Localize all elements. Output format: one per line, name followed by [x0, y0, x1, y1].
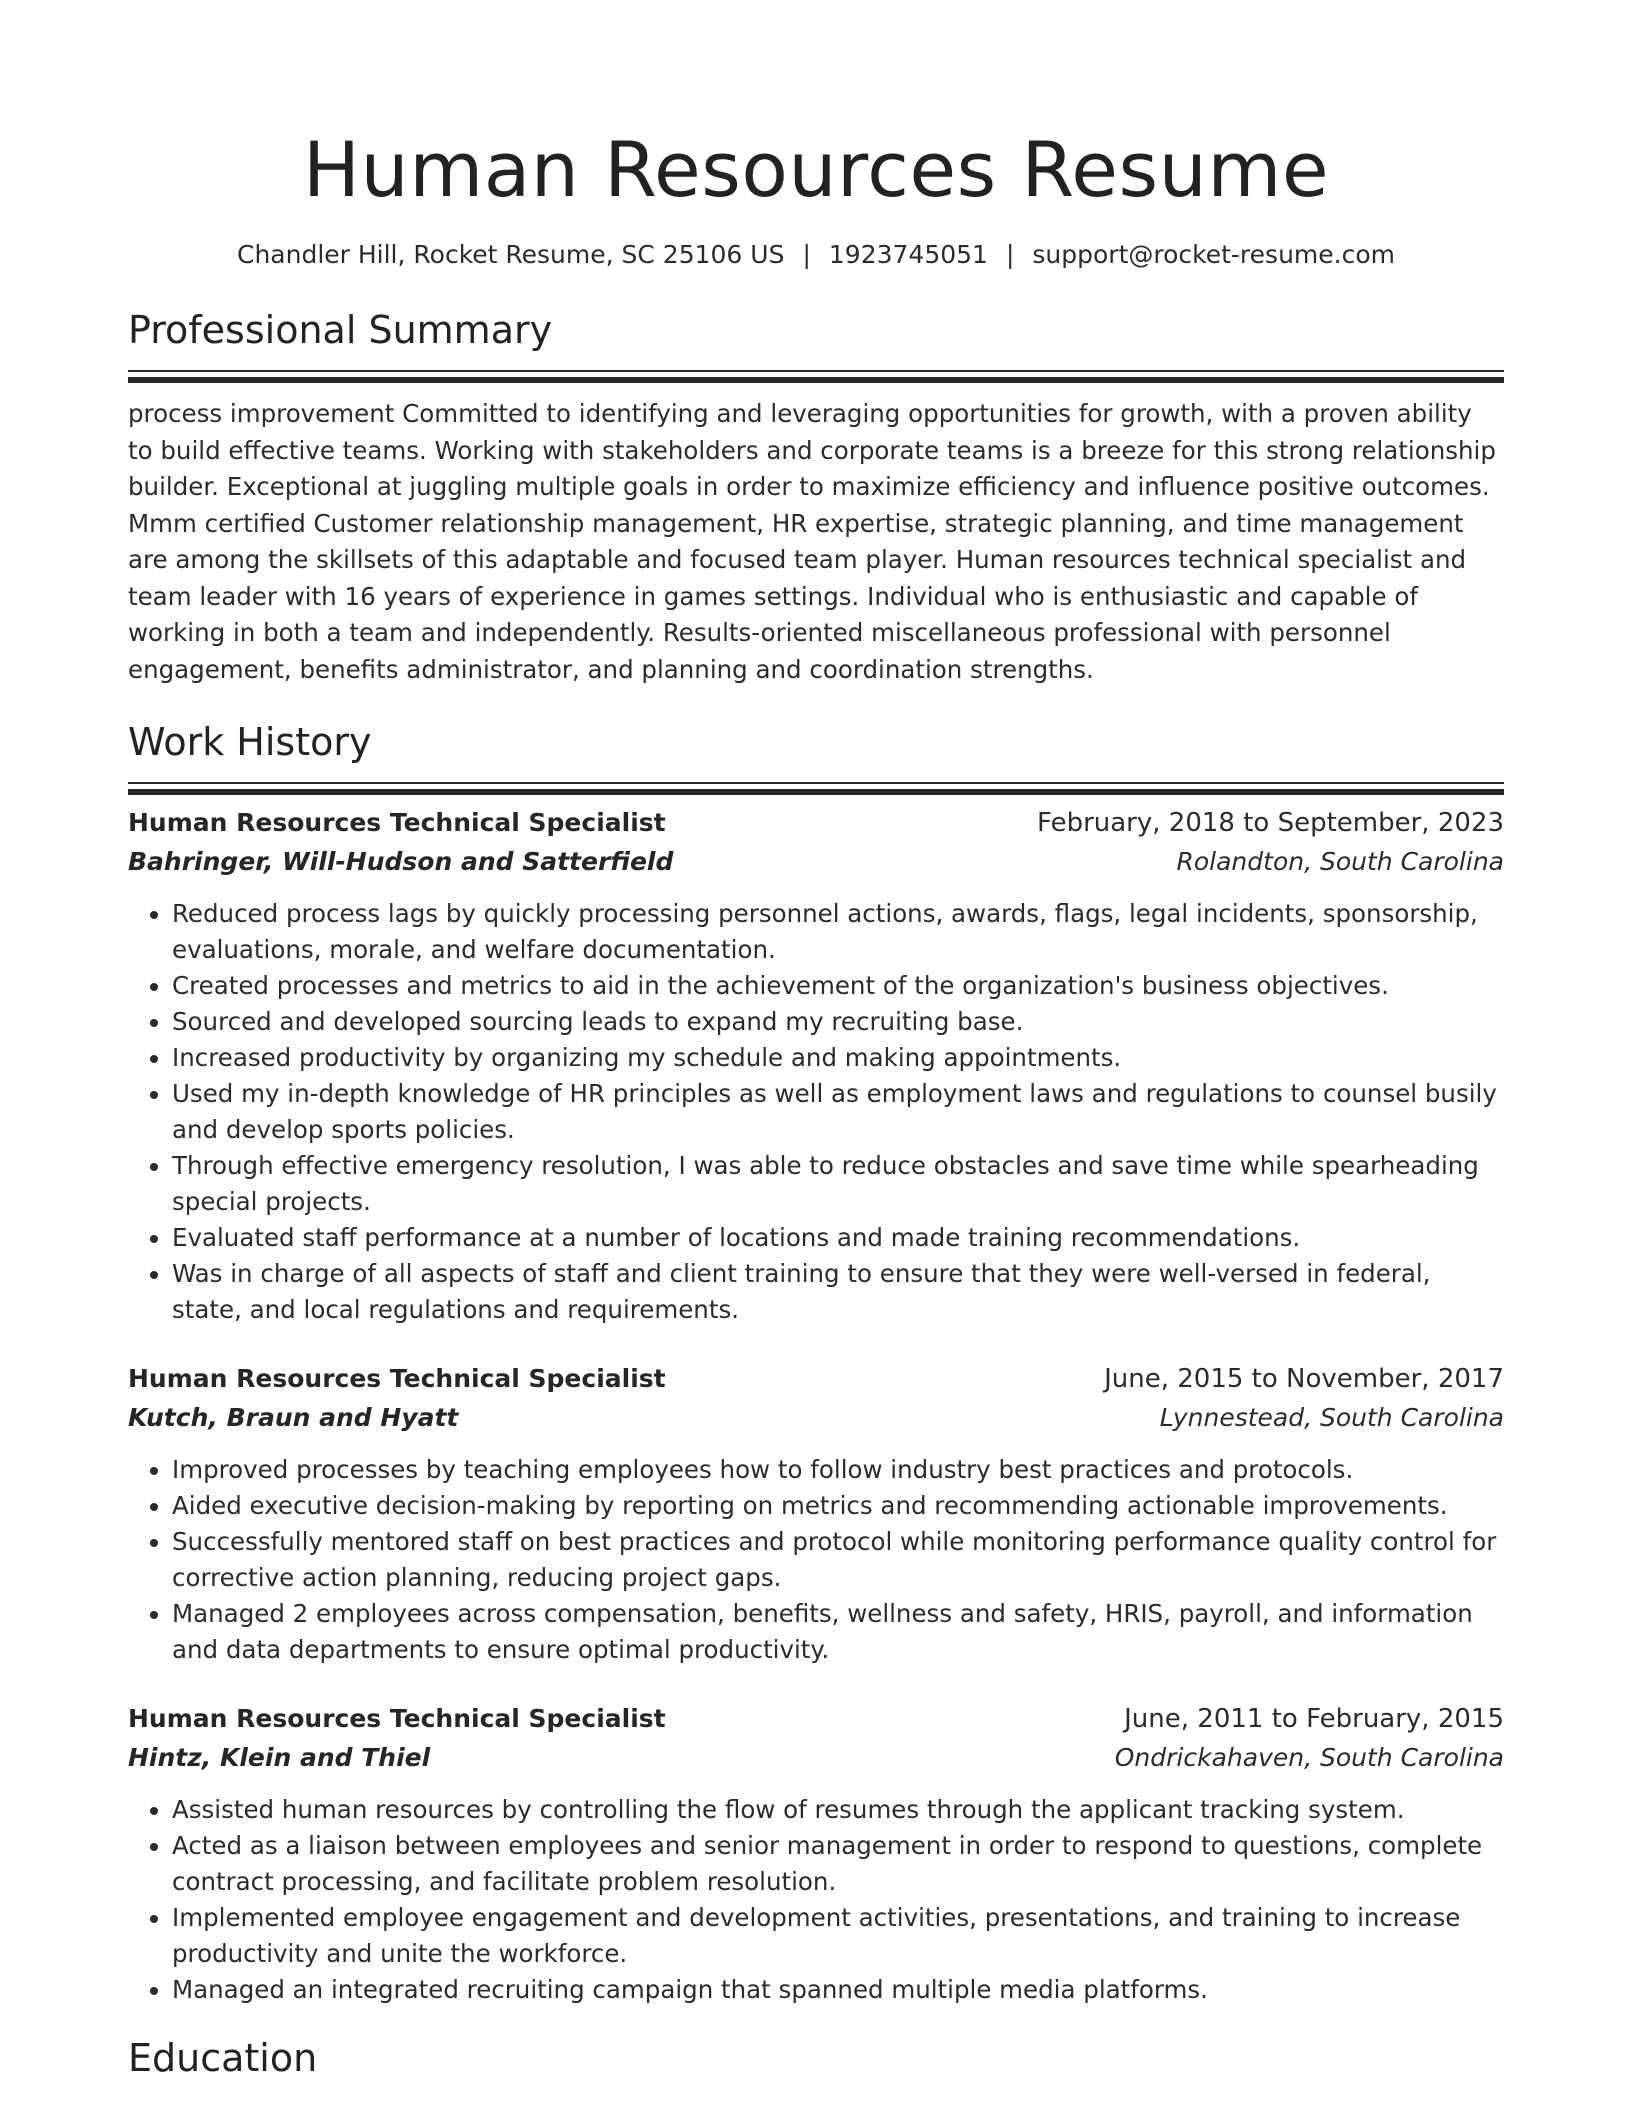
job-bullet: • Aided executive decision-making by reporting on metrics and recommending actionable improvements. [172, 1488, 1504, 1524]
job-company: Bahringer, Will-Hudson and Satterfield [128, 847, 674, 876]
summary-section [128, 306, 1504, 688]
job-title: Human Resources Technical Specialist [128, 1704, 666, 1733]
section-title-work-history: Work History [128, 720, 372, 764]
job-company-row [128, 1738, 1504, 1778]
contact-separator: | [1005, 240, 1015, 269]
job-bullet: • Reduced process lags by quickly processing personnel actions, awards, flags, legal incidents, sponsorship, evaluations, morale, and welfare documentation. [172, 896, 1504, 968]
job-dates: February, 2018 to September, 2023 [1037, 808, 1504, 838]
job-bullet: • Implemented employee engagement and development activities, presentations, and training to increase productivity and unite the workforce. [172, 1900, 1504, 1972]
job-dates: June, 2011 to February, 2015 [1124, 1704, 1504, 1734]
contact-email: support@rocket-resume.com [1032, 240, 1395, 269]
job-dates: June, 2015 to November, 2017 [1104, 1364, 1504, 1394]
section-title-summary: Professional Summary [128, 308, 553, 352]
section-divider [128, 782, 1504, 794]
job-company-row [128, 842, 1504, 882]
job-bullet: • Managed 2 employees across compensation, benefits, wellness and safety, HRIS, payroll, and information and data departments to ensure optimal productivity. [172, 1596, 1504, 1668]
job-bullet: • Sourced and developed sourcing leads to expand my recruiting base. [172, 1004, 1504, 1040]
resume-page [128, 0, 1504, 2082]
job-bullet: • Created processes and metrics to aid in the achievement of the organization's business objectives. [172, 968, 1504, 1004]
job-header-row [128, 1360, 1504, 1398]
job-entry [128, 1700, 1504, 2008]
job-bullet: • Through effective emergency resolution, I was able to reduce obstacles and save time while spearheading special projects. [172, 1148, 1504, 1220]
job-bullet: • Increased productivity by organizing my schedule and making appointments. [172, 1040, 1504, 1076]
job-bullet: • Was in charge of all aspects of staff and client training to ensure that they were well-versed in federal, state, and local regulations and requirements. [172, 1256, 1504, 1328]
contact-address: Chandler Hill, Rocket Resume, SC 25106 US [236, 240, 785, 269]
contact-separator: | [802, 240, 811, 269]
job-bullet-list [128, 1452, 1504, 1668]
job-bullet: • Evaluated staff performance at a number of locations and made training recommendations. [172, 1220, 1504, 1256]
job-header-row [128, 1700, 1504, 1738]
job-header-row [128, 804, 1504, 842]
work-history-section [128, 718, 1504, 2008]
section-title-education: Education [128, 2036, 318, 2080]
job-bullet-list [128, 1792, 1504, 2008]
job-bullet: • Acted as a liaison between employees and senior management in order to respond to questions, complete contract processing, and facilitate problem resolution. [172, 1828, 1504, 1900]
job-bullet: • Assisted human resources by controlling the flow of resumes through the applicant tracking system. [172, 1792, 1504, 1828]
job-bullet: • Successfully mentored staff on best practices and protocol while monitoring performance quality control for corrective action planning, reducing project gaps. [172, 1524, 1504, 1596]
contact-line [128, 238, 1504, 272]
job-bullet-list [128, 896, 1504, 1328]
job-bullet: • Improved processes by teaching employees how to follow industry best practices and protocols. [172, 1452, 1504, 1488]
job-bullet: • Managed an integrated recruiting campaign that spanned multiple media platforms. [172, 1972, 1504, 2008]
education-section [128, 2034, 1504, 2082]
job-company: Kutch, Braun and Hyatt [128, 1403, 459, 1432]
summary-text: process improvement Committed to identifying and leveraging opportunities for growth, with a proven ability to build effective teams. Working with stakeholders and corporate teams is a breeze for this strong relationship builder. Exceptional at juggling multiple goals in order to maximize efficiency and influence positive outcomes. Mmm certified Customer relationship management, HR expertise, strategic planning, and time management are among the skillsets of this adaptable and focused team player. Human resources technical specialist and team leader with 16 years of experience in games settings. Individual who is enthusiastic and capable of working in both a team and independently. Results-oriented miscellaneous professional with personnel engagement, benefits administrator, and planning and coordination strengths. [128, 399, 1496, 684]
job-entry [128, 804, 1504, 1328]
section-divider [128, 370, 1504, 382]
job-location: Lynnestead, South Carolina [1159, 1403, 1504, 1432]
resume-title: Human Resources Resume [302, 125, 1330, 214]
job-title: Human Resources Technical Specialist [128, 808, 666, 837]
job-location: Rolandton, South Carolina [1176, 847, 1504, 876]
job-bullet: • Used my in-depth knowledge of HR principles as well as employment laws and regulations to counsel busily and develop sports policies. [172, 1076, 1504, 1148]
job-company-row [128, 1398, 1504, 1438]
job-entry [128, 1360, 1504, 1668]
job-company: Hintz, Klein and Thiel [128, 1743, 431, 1772]
job-title: Human Resources Technical Specialist [128, 1364, 666, 1393]
contact-phone: 1923745051 [828, 240, 988, 269]
job-location: Ondrickahaven, South Carolina [1114, 1743, 1504, 1772]
